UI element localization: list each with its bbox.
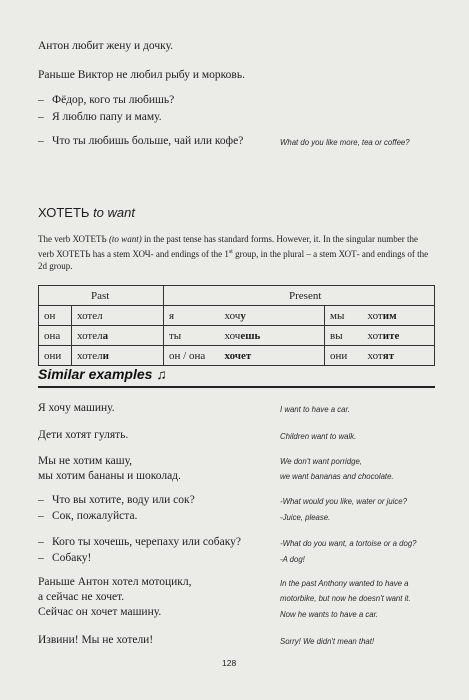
dash: – <box>38 111 44 123</box>
verb-ending: у <box>240 309 246 322</box>
pronoun-cell: ты <box>164 326 220 346</box>
example-ru: Дети хотят гулять. <box>38 429 129 441</box>
table-row <box>39 346 435 366</box>
divider <box>38 386 435 388</box>
table-row <box>39 326 435 346</box>
verb-stem: хоч <box>224 349 241 362</box>
intro-translation: What do you like more, tea or coffee? <box>280 138 410 147</box>
dash: – <box>38 494 44 506</box>
example-ru: Раньше Антон хотел мотоцикл, <box>38 576 192 588</box>
example-en: We don't want porridge, <box>280 457 362 466</box>
page-number: 128 <box>222 658 237 668</box>
example-ru <box>38 494 195 506</box>
explanation-text: group, in the plural – a stem ХОТ- and endings of the 2d group. <box>38 248 429 271</box>
verb-cell <box>363 346 435 366</box>
verb-stem: хот <box>367 329 383 342</box>
verb-ending: ет <box>241 349 252 362</box>
verb-ending: им <box>382 309 397 322</box>
verb-cell <box>220 346 325 366</box>
example-ru <box>38 536 241 548</box>
example-ru <box>38 510 137 522</box>
explanation-text: in the past tense has standard forms. However, it. In the singular number the verb ХОТЕТЬ has a stem ХОЧ- and endings of the 1 <box>38 234 419 259</box>
heading-en: to want <box>93 205 135 220</box>
example-en: we want bananas and chocolate. <box>280 472 394 481</box>
intro-text: Фёдор, кого ты любишь? <box>52 94 175 106</box>
example-text: Кого ты хочешь, черепаху или собаку? <box>52 536 241 548</box>
example-en: -What do you want, a tortoise or a dog? <box>280 539 417 548</box>
verb-cell <box>72 326 164 346</box>
superscript: st <box>228 248 233 255</box>
table-row <box>39 306 435 326</box>
pronoun-cell: она <box>39 326 72 346</box>
example-en: Sorry! We didn't mean that! <box>280 637 375 646</box>
verb-stem: хот <box>367 309 383 322</box>
example-ru: Мы не хотим кашу, <box>38 455 133 467</box>
pronoun-cell: вы <box>325 326 363 346</box>
verb-ending: а <box>102 329 109 342</box>
pronoun-cell: он <box>39 306 72 326</box>
example-text: Сок, пожалуйста. <box>52 510 138 522</box>
intro-line-2: Раньше Виктор не любил рыбу и морковь. <box>38 69 245 81</box>
verb-stem: хотел <box>77 329 103 342</box>
example-en: -Juice, please. <box>280 513 331 522</box>
verb-stem: хотел <box>77 309 103 322</box>
example-en: Children want to walk. <box>280 432 357 441</box>
heading-ru: ХОТЕТЬ <box>38 205 90 220</box>
verb-stem: хот <box>367 349 383 362</box>
pronoun-cell: они <box>325 346 363 366</box>
explanation-italic: (to want) <box>108 234 142 244</box>
verb-stem: хоч <box>224 329 241 342</box>
example-ru: Я хочу машину. <box>38 402 115 414</box>
dash: – <box>38 94 44 106</box>
example-ru: а сейчас не хочет. <box>38 591 125 603</box>
dash: – <box>38 135 44 147</box>
example-en: motorbike, but now he doesn't want it. <box>280 594 411 603</box>
verb-cell <box>363 306 435 326</box>
intro-line-3 <box>38 94 174 106</box>
verb-ending: ите <box>382 329 400 342</box>
verb-stem: хотел <box>77 349 103 362</box>
section-heading <box>38 205 135 220</box>
conjugation-table <box>38 285 435 366</box>
verb-cell <box>220 306 325 326</box>
example-en: In the past Anthony wanted to have a <box>280 579 409 588</box>
example-ru <box>38 552 91 564</box>
table-header-row <box>39 286 435 306</box>
verb-stem: хоч <box>224 309 241 322</box>
example-en: I want to have a car. <box>280 405 350 414</box>
explanation-paragraph <box>38 233 435 273</box>
explanation-text: The verb ХОТЕТЬ <box>38 234 109 244</box>
dash: – <box>38 552 44 564</box>
present-header: Present <box>164 286 435 306</box>
example-ru: мы хотим бананы и шоколад. <box>38 470 181 482</box>
verb-cell <box>72 306 164 326</box>
verb-ending: ешь <box>240 329 261 342</box>
dash: – <box>38 536 44 548</box>
examples-title: Similar examples ♫ <box>38 366 167 382</box>
intro-line-1: Антон любит жену и дочку. <box>38 40 174 52</box>
example-en: -What would you like, water or juice? <box>280 497 407 506</box>
intro-text: Я люблю папу и маму. <box>52 111 162 123</box>
example-en: Now he wants to have a car. <box>280 610 379 619</box>
example-ru: Сейчас он хочет машину. <box>38 606 162 618</box>
pronoun-cell: он / она <box>164 346 220 366</box>
pronoun-cell: я <box>164 306 220 326</box>
example-en: -A dog! <box>280 555 305 564</box>
verb-cell <box>72 346 164 366</box>
verb-cell <box>363 326 435 346</box>
intro-line-5 <box>38 135 243 147</box>
dash: – <box>38 510 44 522</box>
example-text: Собаку! <box>52 552 92 564</box>
example-text: Что вы хотите, воду или сок? <box>52 494 195 506</box>
past-header: Past <box>39 286 164 306</box>
example-ru: Извини! Мы не хотели! <box>38 634 154 646</box>
verb-ending: ят <box>382 349 395 362</box>
pronoun-cell: мы <box>325 306 363 326</box>
pronoun-cell: они <box>39 346 72 366</box>
intro-text: Что ты любишь больше, чай или кофе? <box>52 135 244 147</box>
verb-cell <box>220 326 325 346</box>
verb-ending: и <box>102 349 109 362</box>
intro-line-4 <box>38 111 162 123</box>
